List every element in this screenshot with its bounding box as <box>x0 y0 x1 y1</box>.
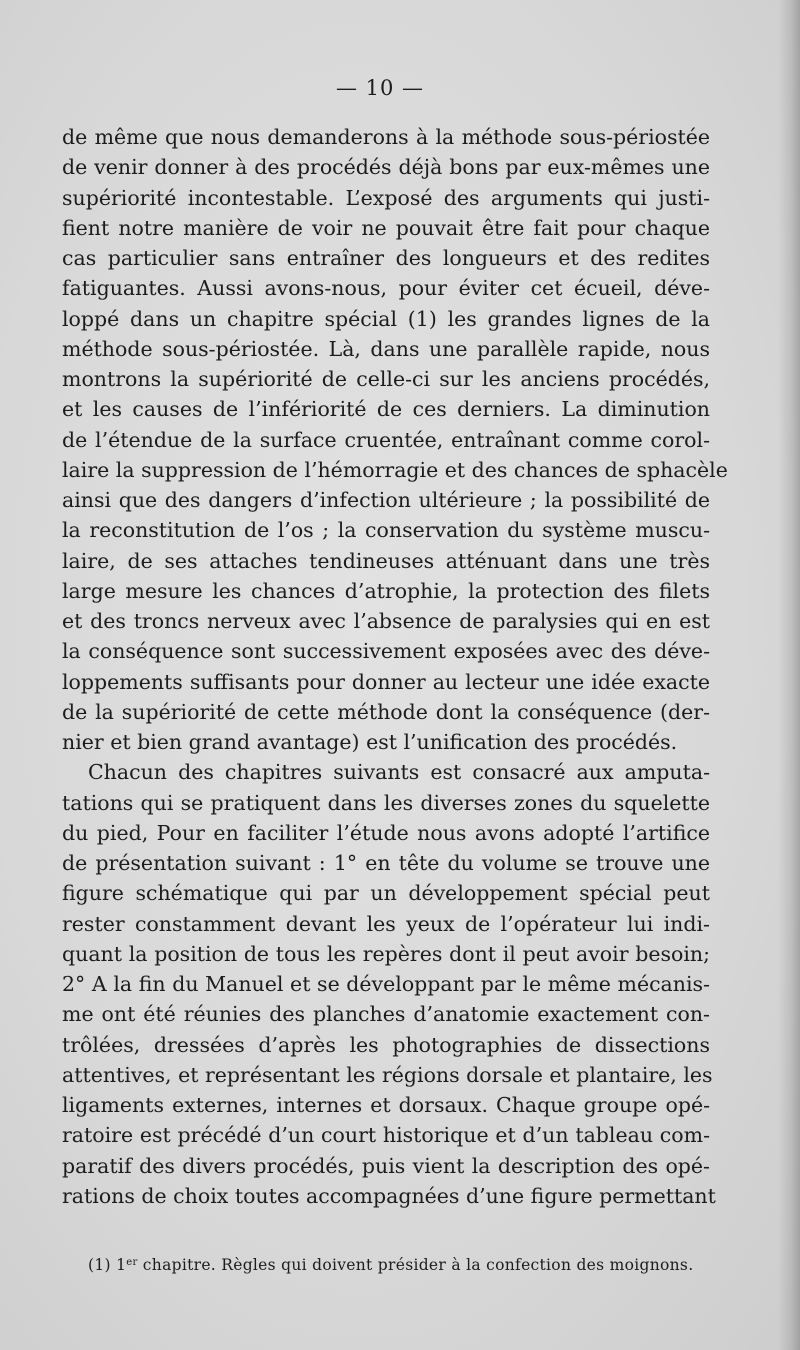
footnote <box>88 1252 712 1276</box>
footnote-ordinal-suffix: er <box>126 1257 138 1268</box>
text-line: quant la position de tous les repères dont il peut avoir besoin; <box>62 941 710 966</box>
footnote-text: chapitre. Règles qui doivent présider à la confection des moignons. <box>137 1256 694 1274</box>
text-line: rester constamment devant les yeux de l’opérateur lui indi- <box>62 911 710 936</box>
text-line: figure schématique qui par un développement spécial peut <box>62 881 710 906</box>
text-line: de l’étendue de la surface cruentée, entraînant comme corol- <box>62 427 710 452</box>
paragraph <box>62 757 716 1211</box>
text-line: attentives, et représentant les régions dorsale et plantaire, les <box>62 1062 713 1087</box>
text-line: 2° A la fin du Manuel et se développant par le même mécanis- <box>62 972 710 996</box>
text-line: montrons la supériorité de celle-ci sur les anciens procédés, <box>62 367 710 391</box>
text-line: la conséquence sont successivement exposées avec des déve- <box>62 639 710 664</box>
text-line: supériorité incontestable. L’exposé des arguments qui justi- <box>62 185 710 210</box>
text-line: méthode sous-périostée. Là, dans une parallèle rapide, nous <box>62 336 710 361</box>
paragraph <box>62 122 728 757</box>
text-line: loppements suffisants pour donner au lecteur une idée exacte <box>62 669 710 694</box>
text-line: loppé dans un chapitre spécial (1) les grandes lignes de la <box>62 306 710 331</box>
text-line: de présentation suivant : 1° en tête du volume se trouve une <box>62 851 710 875</box>
text-line: et des troncs nerveux avec l’absence de paralysies qui en est <box>62 609 710 633</box>
text-line: fient notre manière de voir ne pouvait être fait pour chaque <box>62 215 710 240</box>
text-line: fatiguantes. Aussi avons-nous, pour éviter cet écueil, déve- <box>62 276 710 301</box>
text-line: cas particulier sans entraîner des longueurs et des redites <box>62 246 710 270</box>
text-line: paratif des divers procédés, puis vient la description des opé- <box>62 1153 710 1178</box>
text-line: Chacun des chapitres suivants est consacré aux amputa- <box>88 760 710 785</box>
text-line: de la supériorité de cette méthode dont la conséquence (der- <box>62 699 710 724</box>
body-text <box>62 122 728 1211</box>
text-line: de même que nous demanderons à la méthode sous-périostée <box>62 125 710 149</box>
text-line: nier et bien grand avantage) est l’unification des procédés. <box>62 730 678 754</box>
page-number: — 10 — <box>335 76 425 100</box>
text-line: rations de choix toutes accompagnées d’une figure permettant <box>62 1183 716 1208</box>
text-line: ainsi que des dangers d’infection ultérieure ; la possibilité de <box>62 488 710 512</box>
text-line: ligaments externes, internes et dorsaux. Chaque groupe opé- <box>62 1093 710 1117</box>
text-line: laire, de ses attaches tendineuses atténuant dans une très <box>62 548 710 573</box>
text-line: trôlées, dressées d’après les photographies de dissections <box>62 1032 710 1057</box>
text-line: ratoire est précédé d’un court historique et d’un tableau com- <box>62 1123 710 1148</box>
footnote-ordinal: 1 <box>116 1256 127 1274</box>
footnote-mark: (1) <box>88 1256 111 1274</box>
text-line: de venir donner à des procédés déjà bons par eux-mêmes une <box>62 155 710 180</box>
text-line: me ont été réunies des planches d’anatomie exactement con- <box>62 1002 710 1027</box>
text-line: large mesure les chances d’atrophie, la protection des filets <box>62 578 710 603</box>
text-line: la reconstitution de l’os ; la conservation du système muscu- <box>62 518 710 543</box>
text-line: tations qui se pratiquent dans les diverses zones du squelette <box>62 790 710 815</box>
text-line: et les causes de l’infériorité de ces derniers. La diminution <box>62 397 710 422</box>
page-edge-shadow <box>778 0 800 1350</box>
text-line: laire la suppression de l’hémorragie et des chances de sphacèle <box>62 457 728 482</box>
text-line: du pied, Pour en faciliter l’étude nous avons adopté l’artifice <box>62 820 710 845</box>
